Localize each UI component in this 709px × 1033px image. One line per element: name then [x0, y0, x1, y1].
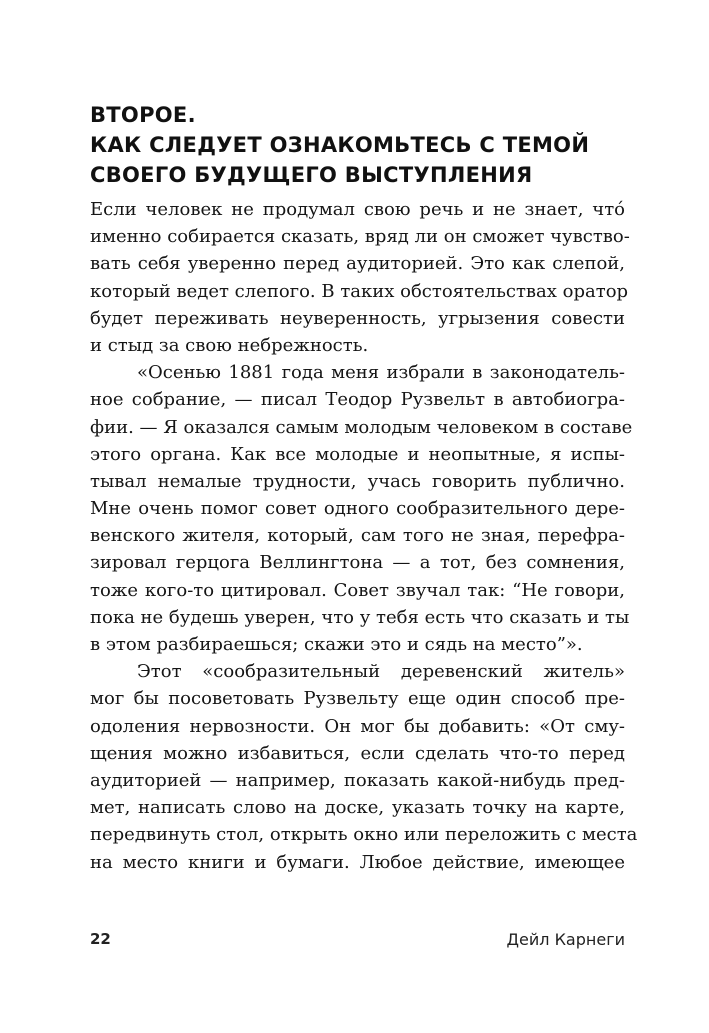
heading-line: СВОЕГО БУДУЩЕГО ВЫСТУПЛЕНИЯ	[90, 163, 533, 187]
paragraph-line: и стыд за свою небрежность.	[90, 334, 369, 356]
paragraph-line: передвинуть стол, открыть окно или переложить с места	[90, 824, 638, 846]
paragraph-line: ное собрание, — писал Теодор Рузвельт в автобиогра-	[90, 389, 625, 411]
paragraph-line: будет переживать неуверенность, угрызения совести	[90, 307, 625, 329]
paragraph-line: щения можно избавиться, если сделать что-то перед	[90, 742, 625, 764]
section-heading	[90, 100, 630, 190]
paragraph-line: Если человек не продумал свою речь и не знает, что́	[90, 199, 625, 220]
paragraph-line: вать себя уверенно перед аудиторией. Это как слепой,	[90, 253, 625, 275]
heading-line: ВТОРОЕ.	[90, 103, 196, 127]
paragraph-line: на место книги и бумаги. Любое действие, имеющее	[90, 851, 625, 873]
paragraph-line: мет, написать слово на доске, указать точку на карте,	[90, 797, 625, 819]
paragraph-line: мог бы посоветовать Рузвельту еще один способ пре-	[90, 688, 625, 710]
running-footer-author: Дейл Карнеги	[506, 930, 625, 949]
paragraph-line: зировал герцога Веллингтона — а тот, без сомнения,	[90, 552, 625, 574]
paragraph-line: одоления нервозности. Он мог бы добавить: «От сму-	[90, 715, 625, 737]
page-footer	[90, 930, 625, 954]
paragraph-line: венского жителя, который, сам того не зная, перефра-	[90, 525, 625, 547]
paragraph-line: Этот «сообразительный деревенский житель»	[137, 661, 625, 683]
paragraph-line: именно собирается сказать, вряд ли он сможет чувство-	[90, 226, 630, 248]
page-number: 22	[90, 930, 111, 948]
paragraph-line: «Осенью 1881 года меня избрали в законодатель-	[137, 362, 625, 384]
heading-line: КАК СЛЕДУЕТ ОЗНАКОМЬТЕСЬ С ТЕМОЙ	[90, 133, 590, 157]
paragraph-line: тоже кого-то цитировал. Совет звучал так: “Не говори,	[90, 579, 625, 601]
paragraph-line: Мне очень помог совет одного сообразительного дере-	[90, 498, 625, 520]
body-text	[90, 196, 638, 876]
paragraph-line: который ведет слепого. В таких обстоятельствах оратор	[90, 280, 629, 302]
paragraph-line: в этом разбираешься; скажи это и сядь на место”».	[90, 634, 583, 655]
paragraph-line: аудиторией — например, показать какой-нибудь пред-	[90, 769, 625, 791]
paragraph-line: этого органа. Как все молодые и неопытные, я испы-	[90, 443, 625, 465]
paragraph-line: пока не будешь уверен, что у тебя есть что сказать и ты	[90, 606, 630, 628]
paragraph-line: тывал немалые трудности, учась говорить публично.	[90, 470, 625, 492]
paragraph-line: фии. — Я оказался самым молодым человеком в составе	[90, 416, 633, 438]
